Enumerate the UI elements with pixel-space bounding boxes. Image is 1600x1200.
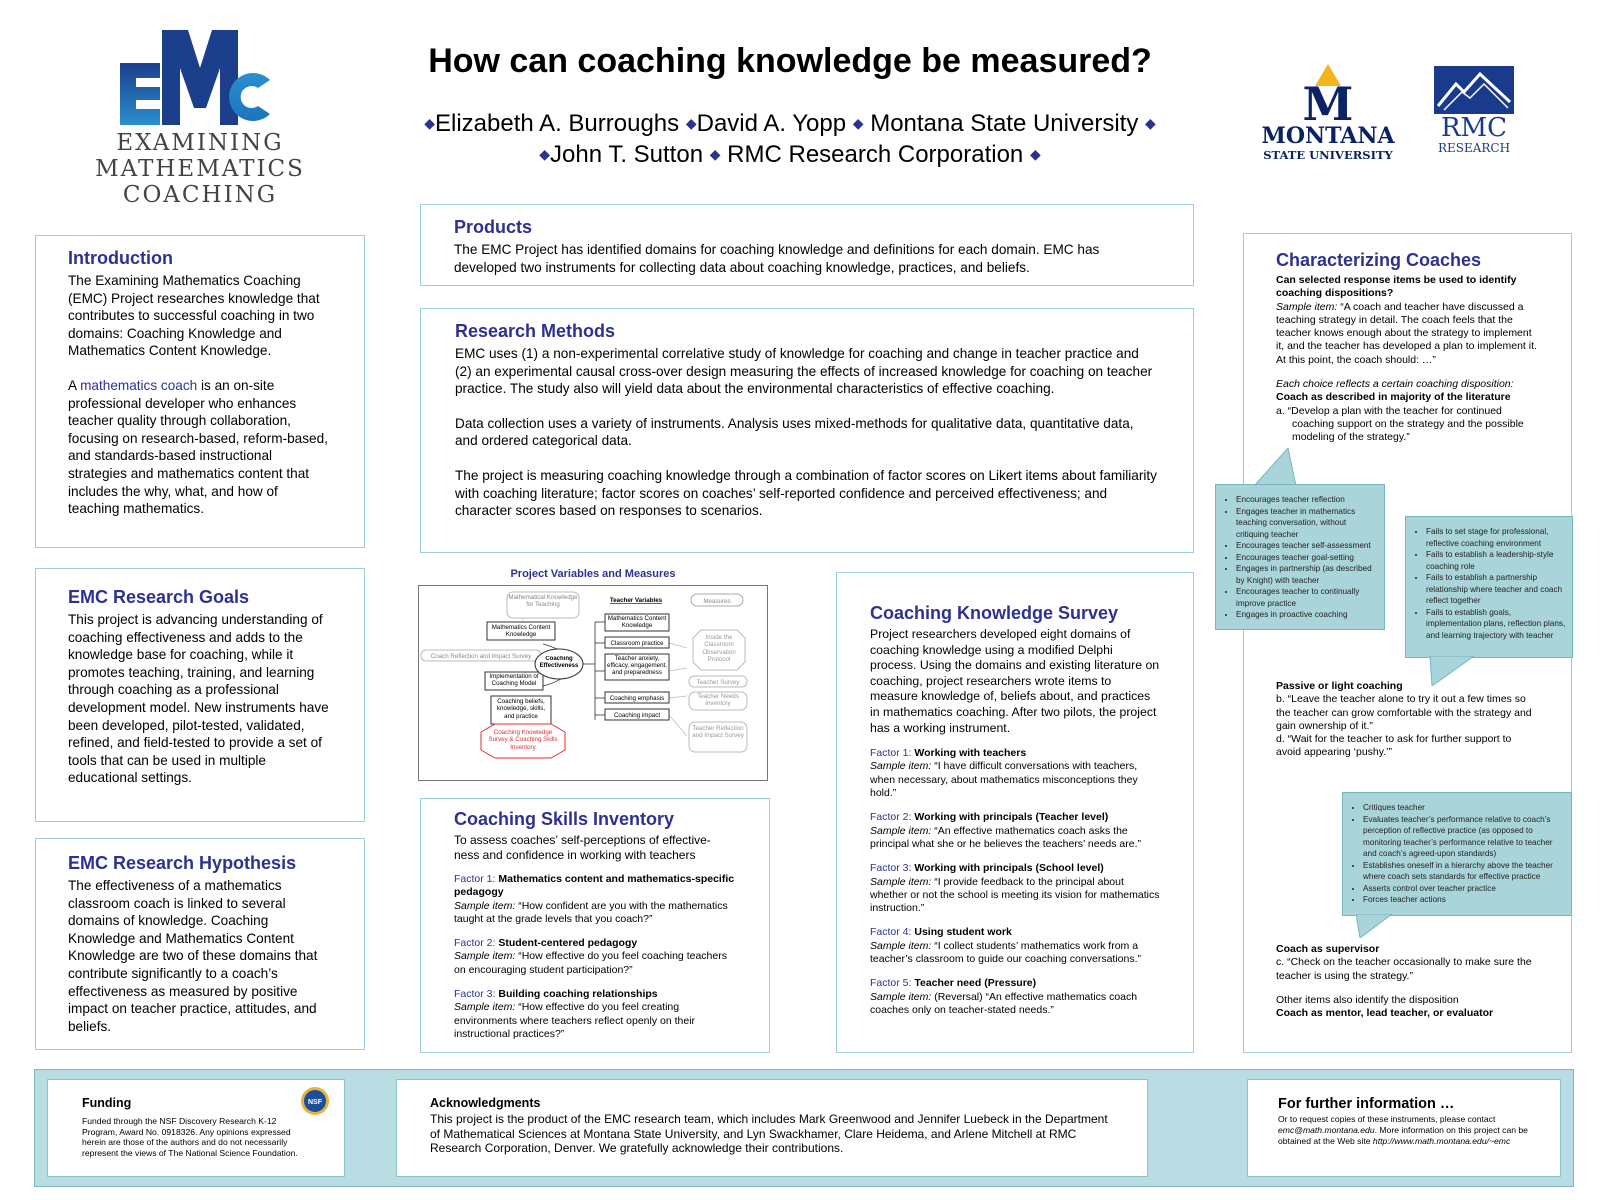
sample-label: Sample item: <box>454 950 516 963</box>
disposition-heading-4: Coach as mentor, lead teacher, or evaluator <box>1276 1007 1494 1020</box>
cks-panel <box>836 572 1194 1053</box>
methods-p3: The project is measuring coaching knowledge through a combination of factor scores on Likert items about familiarity with coaching literature; factor scores on coaches’ self-reported confidence and perceived effectiveness; and character scores based on responses to scenarios. <box>455 467 1157 519</box>
characterizing-middle <box>1276 680 1538 760</box>
text-span: A <box>68 377 81 393</box>
choice-d: d. “Wait for the teacher to ask for further support to avoid appearing ‘pushy.’” <box>1276 733 1512 759</box>
factor-name: Using student work <box>914 926 1012 939</box>
cks-factor <box>870 862 1160 915</box>
rmc-mountain-icon <box>1434 66 1514 114</box>
diamond-icon: ◆ <box>539 146 551 162</box>
sample-label: Sample item: <box>454 899 516 912</box>
nsf-seal-text: NSF <box>308 1099 322 1106</box>
callout-item: • Forces teacher actions <box>1363 894 1565 906</box>
callout-item: • Encourages teacher goal-setting <box>1236 552 1378 564</box>
text-span: is an on-site professional developer who enhances teacher quality through collaboration, focusing on research-based, reform-based, and standards-based instructional strategies and mathematics content that includes the why, what, and how of teaching mathematics. <box>68 377 328 517</box>
node-tmck: Mathematics Content Knowledge <box>607 615 667 630</box>
goals-text: This project is advancing understanding of coaching effectiveness and adds to the knowledge base for coaching, while it promotes teaching, training, and learning through coaching as a professional development model. New instruments have been developed, pilot-tested, validated, refined, and field-tested to provide a set of tools that can be used in multiple educational settings. <box>68 612 329 786</box>
methods-p2: Data collection uses a variety of instruments. Analysis uses mixed-methods for qualitative data, quantitative data, and ordered categorical data. <box>455 415 1134 449</box>
goals-panel <box>35 568 365 822</box>
choice-b: b. “Leave the teacher alone to try it out a few times so the teacher can grow comfortable with the strategy and gain ownership of it.” <box>1276 693 1532 732</box>
email-link[interactable]: emc@math.montana.edu <box>1278 1124 1375 1135</box>
characterizing-title: Characterizing Coaches <box>1276 250 1482 270</box>
hypothesis-title: EMC Research Hypothesis <box>68 853 297 873</box>
csi-factor <box>454 873 736 926</box>
hypothesis-panel <box>35 838 365 1050</box>
text-span: Or to request copies of these instruments, please contact <box>1278 1114 1496 1124</box>
methods-p1: EMC uses (1) a non-experimental correlative study of knowledge for coaching and change in teacher practice and (2) an experimental causal cross-over design measuring the effects of increased knowledge for coaching on teacher practice. The study also will yield data about the environmental characteristics of effective coaching. <box>455 346 1153 397</box>
diagram-svg <box>419 586 767 780</box>
diamond-icon: ◆ <box>1029 146 1041 162</box>
sample-label: Sample item: <box>454 1001 516 1014</box>
nsf-seal-icon <box>300 1086 330 1116</box>
teacher-variables-label: Teacher Variables <box>609 597 663 604</box>
sample-label: Sample item: <box>870 824 932 837</box>
each-choice-text: Each choice reflects a certain coaching disposition: <box>1276 378 1514 391</box>
authors-line-1 <box>350 108 1230 139</box>
callout-item: • Encourages teacher self-assessment <box>1236 540 1378 552</box>
node-ce: Coaching Effectiveness <box>539 656 579 669</box>
cks-factor <box>870 977 1160 1017</box>
msu-logo <box>1258 64 1398 162</box>
callout-item: • Fails to establish a leadership-style coaching role <box>1426 549 1566 572</box>
mathematics-coach-term: mathematics coach <box>80 377 198 393</box>
callout-item: • Encourages teacher reflection <box>1236 494 1378 506</box>
rmc-line-1: RMC <box>1440 113 1508 143</box>
emc-logo-line: MATHEMATICS <box>95 156 305 182</box>
sample-text: (Reversal) “An effective mathematics coach coaches only on teacher-stated needs.” <box>870 990 1138 1016</box>
factor-name: Working with teachers <box>914 747 1027 760</box>
info-text <box>1278 1114 1530 1146</box>
factor-label: Factor 1: <box>454 873 496 885</box>
diamond-icon: ◆ <box>852 115 864 131</box>
callout-item: • Critiques teacher <box>1363 802 1565 814</box>
msu-line-2: STATE UNIVERSITY <box>1263 148 1393 162</box>
introduction-p1: The Examining Mathematics Coaching (EMC) Project researches knowledge that contributes to successful coaching in two domains: Coaching Knowledge and Mathematics Content Knowledge. <box>68 273 320 359</box>
authors-block <box>350 108 1230 170</box>
info-box <box>1247 1079 1561 1177</box>
choice-a: a. “Develop a plan with the teacher for continued coaching support on the strategy and the possible modeling of the strategy.” <box>1276 404 1524 444</box>
callout-item: • Fails to establish a partnership relationship where teacher and coach reflect together <box>1426 572 1566 607</box>
sample-text: “How effective do you feel coaching teachers on encouraging student participation?” <box>454 950 727 976</box>
node-tris: Teacher Reflection and Impact Survey <box>692 725 744 740</box>
node-crs: Coach Reflection and Impact Survey <box>430 653 532 660</box>
factor-label: Factor 4: <box>870 926 912 939</box>
characterizing-sample <box>1276 301 1538 367</box>
other-items-text: Other items also identify the disposition <box>1276 993 1459 1006</box>
author-name: Elizabeth A. Burroughs <box>435 110 680 137</box>
products-text: The EMC Project has identified domains for coaching knowledge and definitions for each domain. EMC has developed two instruments for collecting data about coaching knowledge, practices, and beliefs. <box>454 242 1100 275</box>
ack-title: Acknowledgments <box>430 1096 541 1110</box>
factor-label: Factor 2: <box>870 811 912 824</box>
callout-item: • Fails to establish goals, implementation plans, reflection plans, and learning trajectory with teacher <box>1426 607 1566 642</box>
sample-text: “I collect students’ mathematics work from a teacher’s classroom to guide our coaching conversations.” <box>870 939 1142 966</box>
acknowledgments-box <box>396 1079 1148 1177</box>
products-panel <box>420 204 1194 286</box>
sample-text: “I have difficult conversations with teachers, when necessary, about mathematics misconceptions they hold.” <box>870 760 1138 800</box>
cks-factor <box>870 811 1160 851</box>
node-impact: Coaching impact <box>613 712 661 719</box>
funding-text: Funded through the NSF Discovery Research K-12 Program, Award No. 0918326. Any opinions expressed herein are those of the authors and do not necessarily represent the views of The National Science Foundation. <box>82 1116 298 1158</box>
factor-label: Factor 3: <box>454 988 496 1001</box>
goals-title: EMC Research Goals <box>68 587 250 607</box>
factor-name: Mathematics content and mathematics-specific pedagogy <box>454 873 735 899</box>
callout-item: • Engages in partnership (as described by Knight) with teacher <box>1236 563 1378 586</box>
factor-label: Factor 1: <box>870 747 912 760</box>
callout-pointer-1 <box>1250 448 1300 486</box>
sample-label: Sample item: <box>870 939 932 952</box>
variables-diagram <box>418 585 768 781</box>
characterizing-bottom <box>1276 943 1538 1020</box>
affiliation: Montana State University <box>870 110 1139 137</box>
csi-title: Coaching Skills Inventory <box>454 809 675 829</box>
affiliation: RMC Research Corporation <box>727 141 1024 168</box>
node-cp: Classroom practice <box>610 640 664 647</box>
node-anx: Teacher anxiety, efficacy, engagement, and preparedness <box>607 655 667 677</box>
node-impl: Implementation of Coaching Model <box>489 673 539 688</box>
sample-text: “How confident are you with the mathematics taught at the grade levels that you coach?” <box>454 899 728 925</box>
callout-pointer-3 <box>1356 914 1396 938</box>
sample-label: Sample item: <box>870 875 932 888</box>
methods-panel <box>420 308 1194 553</box>
node-icop: Inside the Classroom Observation Protocol <box>702 634 736 664</box>
node-mkt: Mathematical Knowledge for Teaching <box>508 594 578 609</box>
disposition-heading-3: Coach as supervisor <box>1276 943 1380 955</box>
diamond-icon: ◆ <box>709 146 721 162</box>
emc-logo-line: COACHING <box>122 182 278 208</box>
emc-logo-line: EXAMINING <box>116 130 284 156</box>
sample-text: “A coach and teacher have discussed a teaching strategy in detail. The coach feels that the teacher knows enough about the strategy to implement it, and the teacher has developed a plan to implement it. At this point, the coach should: …” <box>1276 300 1537 366</box>
callout-item: • Establishes oneself in a hierarchy above the teacher where coach sets standards for effective practice <box>1363 860 1565 883</box>
funding-box <box>47 1079 345 1177</box>
callout-item: • Engages teacher in mathematics teaching conversation, without critiquing teacher <box>1236 506 1378 541</box>
measures-label: Measures <box>703 598 731 605</box>
rmc-logo <box>1432 66 1516 155</box>
cks-factor <box>870 926 1160 966</box>
rmc-line-2: RESEARCH <box>1437 141 1511 155</box>
sample-text: “I provide feedback to the principal about whether or not the school is meeting its vision for mathematics instruction.” <box>870 875 1160 915</box>
node-cks: Coaching Knowledge Survey & Coaching Skills Inventory <box>488 729 558 751</box>
disposition-heading-2: Passive or light coaching <box>1276 680 1403 692</box>
factor-name: Building coaching relationships <box>498 988 658 1001</box>
methods-title: Research Methods <box>455 321 616 341</box>
factor-name: Working with principals (Teacher level) <box>914 811 1109 824</box>
diagram-title: Project Variables and Measures <box>510 568 676 580</box>
factor-name: Working with principals (School level) <box>914 862 1104 875</box>
csi-factor <box>454 988 736 1041</box>
text-span: . More information on this project can be obtained at the Web site <box>1278 1124 1528 1146</box>
hypothesis-text: The effectiveness of a mathematics classroom coach is linked to several domains of knowledge. Coaching Knowledge and Mathematics Content Knowledge are two of these domains that contribute significantly to a coach’s effectiveness as measured by positive impact on teacher practice, attitudes, and beliefs. <box>68 878 318 1034</box>
sample-text: “How effective do you feel creating environments where teachers reflect openly on their instructional practices?” <box>454 1001 696 1040</box>
sample-label: Sample item: <box>870 760 932 773</box>
node-ts: Teacher Survey <box>696 679 740 686</box>
msu-line-1: MONTANA <box>1261 123 1395 149</box>
author-name: John T. Sutton <box>550 141 704 168</box>
node-tni: Teacher Needs Inventory <box>697 693 739 708</box>
cks-title: Coaching Knowledge Survey <box>870 603 1119 623</box>
callout-item: • Encourages teacher to continually improve practice <box>1236 586 1378 609</box>
poster-title: How can coaching knowledge be measured? <box>428 42 1152 80</box>
callout-supervisor <box>1342 792 1572 916</box>
msu-mountain-icon <box>1293 64 1363 124</box>
diamond-icon: ◆ <box>424 115 435 131</box>
factor-label: Factor 2: <box>454 937 496 950</box>
characterizing-question: Can selected response items be used to identify coaching dispositions? <box>1276 274 1517 300</box>
node-beliefs: Coaching beliefs, knowledge, skills, and practice <box>496 698 546 720</box>
cks-factor <box>870 747 1160 800</box>
csi-intro: To assess coaches’ self-perceptions of effective-ness and confidence in working with teachers <box>454 833 711 862</box>
msu-letter: M <box>1302 77 1354 124</box>
factor-name: Teacher need (Pressure) <box>914 977 1037 990</box>
sample-label: Sample item: <box>870 990 932 1003</box>
introduction-p2 <box>68 377 332 518</box>
factor-name: Student-centered pedagogy <box>498 937 638 950</box>
introduction-panel <box>35 235 365 548</box>
disposition-heading-1: Coach as described in majority of the literature <box>1276 391 1511 404</box>
emc-logo-letters <box>118 28 278 128</box>
ack-text: This project is the product of the EMC research team, which includes Mark Greenwood and Jennifer Luebeck in the Department of Mathematical Sciences at Montana State University, and Lyn Swackhamer, Clare Heidema, and Arlene Mitchell at RMC Research Corporation, Denver. We gratefully acknowledge their contributions. <box>430 1112 1108 1155</box>
characterizing-top <box>1276 250 1538 445</box>
csi-factor <box>454 937 736 977</box>
emc-logo-words <box>95 130 305 208</box>
factor-label: Factor 3: <box>870 862 912 875</box>
callout-passive <box>1405 516 1573 658</box>
cks-intro: Project researchers developed eight domains of coaching knowledge using a modified Delphi process. Using the domains and existing literature on coaching, project researchers wrote items to measure knowledge of, beliefs about, and practices in mathematics coaching. After two pilots, the project has a working instrument. <box>870 627 1160 735</box>
callout-item: • Asserts control over teacher practice <box>1363 883 1565 895</box>
callout-item: • Fails to set stage for professional, reflective coaching environment <box>1426 526 1566 549</box>
callout-item: • Engages in proactive coaching <box>1236 609 1378 621</box>
callout-literature <box>1215 484 1385 630</box>
sample-text: “An effective mathematics coach asks the principal what she or he believes the teachers’ needs are.” <box>870 824 1142 850</box>
info-title: For further information … <box>1278 1096 1455 1112</box>
diamond-icon: ◆ <box>685 115 697 131</box>
products-title: Products <box>454 217 533 237</box>
authors-line-2 <box>350 139 1230 170</box>
choice-c: c. “Check on the teacher occasionally to make sure the teacher is using the strategy.” <box>1276 956 1532 982</box>
website-link[interactable]: http://www.math.montana.edu/~emc <box>1372 1135 1511 1146</box>
csi-panel <box>420 798 770 1053</box>
footer-band <box>34 1069 1574 1187</box>
introduction-title: Introduction <box>68 248 173 268</box>
factor-label: Factor 5: <box>870 977 912 990</box>
node-mck: Mathematics Content Knowledge <box>491 624 551 639</box>
callout-item: • Evaluates teacher’s performance relative to coach’s perception of reflective practice (as opposed to monitoring teacher’s performance relative to teacher and coach’s agreed-upon standards) <box>1363 814 1565 860</box>
sample-label: Sample item: <box>1276 300 1338 313</box>
node-emph: Coaching emphasis <box>609 695 665 702</box>
diamond-icon: ◆ <box>1145 115 1156 131</box>
funding-title: Funding <box>82 1096 132 1110</box>
author-name: David A. Yopp <box>696 110 847 137</box>
